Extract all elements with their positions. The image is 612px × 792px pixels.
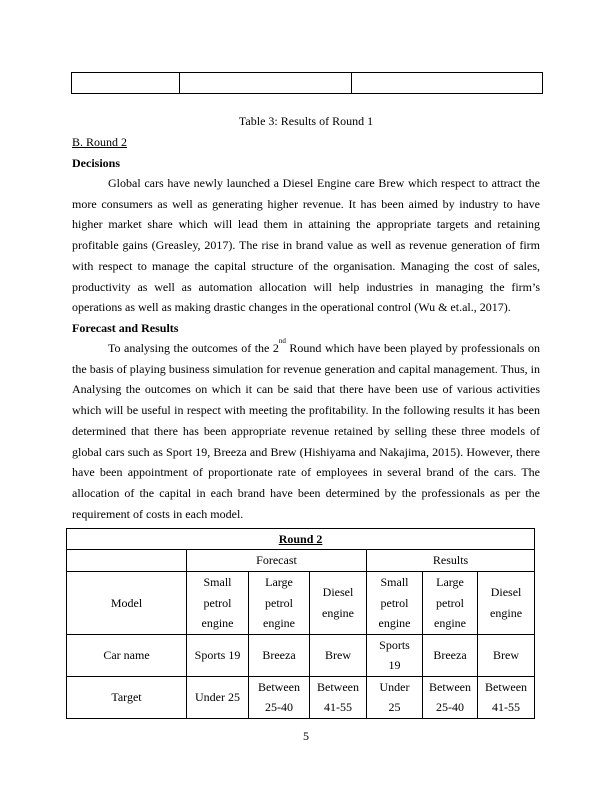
cell-line: petrol xyxy=(436,595,464,610)
table-title: Round 2 xyxy=(67,529,535,550)
cell-line: Between xyxy=(258,679,300,694)
cell-line: Breeza xyxy=(262,647,296,662)
cell-line: engine xyxy=(201,616,234,630)
table-cell xyxy=(367,572,423,635)
paragraph-line xyxy=(72,338,540,359)
paragraph-line: requirement of costs in each model. xyxy=(72,506,244,521)
table-cell xyxy=(249,572,310,635)
row-label: Car name xyxy=(67,634,187,676)
table-cell xyxy=(310,572,367,635)
table-cell xyxy=(367,634,423,676)
forecast-results-heading: Forecast and Results xyxy=(72,321,179,335)
round2-results-table xyxy=(66,528,535,719)
paragraph-line: more consumers as well as generating higher revenue. It has been aimed by industry to have xyxy=(72,196,540,211)
cell-line: 19 xyxy=(388,658,401,672)
cell-line: Small xyxy=(203,575,232,589)
table-cell xyxy=(310,634,367,676)
cell-line: Diesel xyxy=(322,585,354,600)
cell-line: engine xyxy=(378,616,411,630)
paragraph-line: the basis of playing business simulation for revenue generation and capital management. Thus, in xyxy=(72,361,540,376)
decisions-paragraph xyxy=(72,173,540,318)
cell-line: Under 25 xyxy=(195,689,240,704)
paragraph-line: profitable gains (Greasley, 2017). The rise in brand value as well as revenue generation of firm xyxy=(72,238,540,253)
cell-line: Brew xyxy=(493,647,520,662)
table-cell xyxy=(249,676,310,718)
table-cell xyxy=(367,676,423,718)
cell-line: Sports 19 xyxy=(194,647,241,662)
paragraph-line: with respect to manage the capital structure of the organisation. Managing the cost of sales, xyxy=(72,258,540,273)
table-cell xyxy=(249,634,310,676)
cell-line: Brew xyxy=(325,647,351,662)
cell-line: 25-40 xyxy=(436,700,464,714)
page-number: 5 xyxy=(303,729,309,743)
ordinal-suffix: nd xyxy=(278,337,286,345)
table-cell xyxy=(310,676,367,718)
cell-line: Small xyxy=(380,575,409,589)
paragraph-line: have been appointment of proportionate rate of employees in several brand of the cars. The xyxy=(72,465,540,480)
table-cell xyxy=(478,676,535,718)
table-cell xyxy=(478,572,535,635)
paragraph-line: operations as well as making drastic changes in the operational control (Wu & et.al., 2017). xyxy=(72,300,511,315)
paragraph-line: higher market share which will lead them in attaining the appropriate targets and retaining xyxy=(72,217,540,232)
cell-line: Between xyxy=(485,679,528,694)
table-cell xyxy=(423,634,478,676)
car-name-row xyxy=(67,634,535,676)
model-row xyxy=(67,572,535,635)
paragraph-line: allocation of the capital in each brand have been determined by the professionals as per the xyxy=(72,485,540,500)
table-cell xyxy=(423,676,478,718)
table-cell xyxy=(478,634,535,676)
table-cell xyxy=(72,73,180,94)
cell-line: engine xyxy=(434,616,466,630)
row-label: Model xyxy=(67,572,187,635)
target-row xyxy=(67,676,535,718)
line-text: Round which have been played by professionals on xyxy=(285,341,540,355)
cell-line: 41-55 xyxy=(324,700,352,714)
table-cell xyxy=(352,73,543,94)
cell-line: Large xyxy=(436,575,464,589)
table-caption: Table 3: Results of Round 1 xyxy=(238,114,374,128)
cell-line: petrol xyxy=(203,595,232,610)
line-text: To analysing the outcomes of the 2 xyxy=(108,341,279,355)
paragraph-line: global cars such as Sport 19, Breeza and Brew (Hishiyama and Nakajima, 2015). However, there xyxy=(72,444,540,459)
cell-line: 25-40 xyxy=(265,700,293,714)
decisions-heading: Decisions xyxy=(72,156,120,170)
cell-line: engine xyxy=(322,605,354,620)
results-header: Results xyxy=(367,550,535,572)
cell-line: engine xyxy=(263,616,295,630)
paragraph-line: Global cars have newly launched a Diesel Engine care Brew which respect to attract the xyxy=(108,176,540,190)
paragraph-line: productivity as well as automation allocation will help industries in managing the firm’s xyxy=(72,279,540,294)
cell-line: petrol xyxy=(265,595,293,610)
table-cell xyxy=(187,634,249,676)
cell-line: Diesel xyxy=(490,585,522,600)
forecast-header: Forecast xyxy=(187,550,367,572)
round1-table-bottom-row xyxy=(71,72,543,94)
forecast-paragraph xyxy=(72,338,540,524)
table-cell xyxy=(187,572,249,635)
cell-line: petrol xyxy=(380,595,409,610)
table-cell xyxy=(423,572,478,635)
section-title: B. Round 2 xyxy=(72,135,128,149)
cell-line: Under xyxy=(379,679,410,694)
cell-line: Between xyxy=(317,679,359,694)
cell-line: engine xyxy=(490,605,523,620)
cell-line: Between xyxy=(429,679,471,694)
table-cell xyxy=(180,73,352,94)
cell-line: 41-55 xyxy=(492,700,521,714)
table-header-blank xyxy=(67,550,187,572)
paragraph-line: which will be useful in respect with meeting the profitability. In the following results it has been xyxy=(72,403,540,418)
paragraph-line: determined that there has been appropriate revenue retained by selling these three models of xyxy=(72,423,540,438)
paragraph-line: Analysing the outcomes on which it can be said that there have been use of various activities xyxy=(72,382,540,397)
table-cell xyxy=(187,676,249,718)
cell-line: 25 xyxy=(388,700,401,714)
cell-line: Breeza xyxy=(433,647,467,662)
row-label: Target xyxy=(67,676,187,718)
cell-line: Sports xyxy=(379,637,410,652)
cell-line: Large xyxy=(265,575,293,589)
